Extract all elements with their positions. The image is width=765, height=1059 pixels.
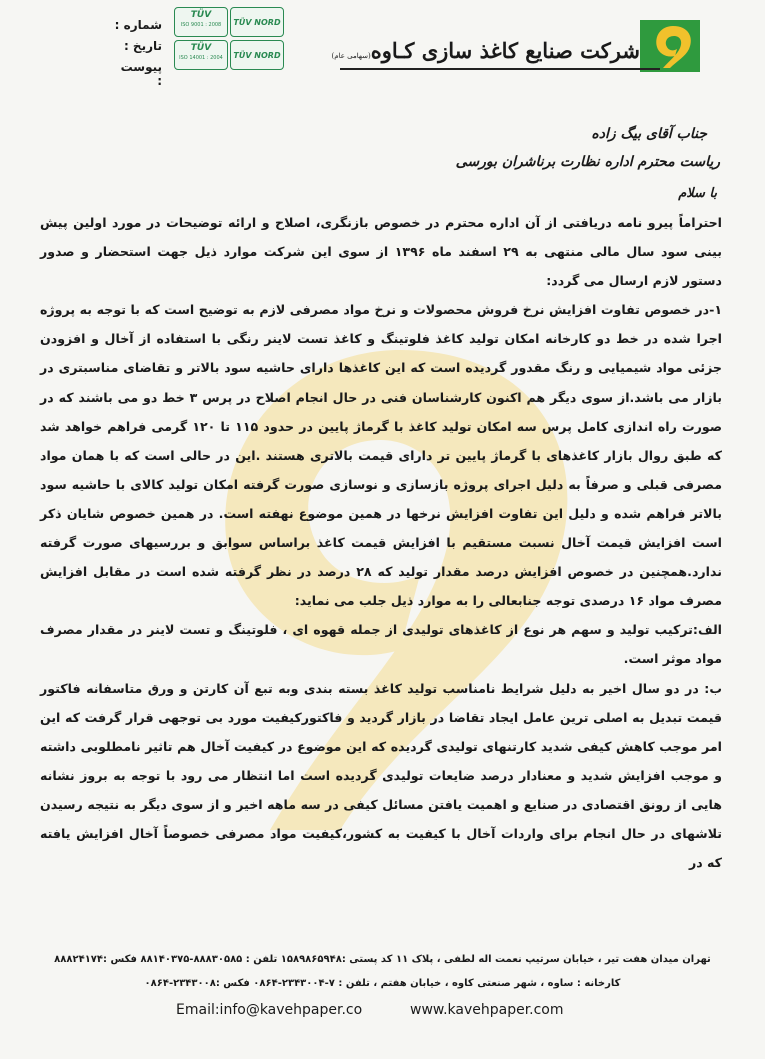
footer-factory: کارخانه : ساوه ، شهر صنعتی کاوه ، خیابان هفتم ، تلفن : ۷-۲۳۴۳۰۰۴-۰۸۶۴ فکس :۲۳۴۳۰۰۸-۰۸۶۴ — [144, 978, 621, 989]
greeting: با سلام — [678, 186, 717, 201]
cert-brand: TÜV — [190, 10, 212, 20]
cert-brand: TÜV — [190, 43, 212, 53]
body-paragraph: احتراماً پیرو نامه دریافتی از آن اداره محترم در خصوص بازنگری، اصلاح و ارائه توضیحات در مورد اولین پیش بینی سود سال مالی منتهی به ۲۹ اسفند ماه ۱۳۹۶ از سوی این شرکت موارد ذیل جهت استحضار و صدور دستور لازم ارسال می گردد: — [40, 215, 723, 289]
meta-number-label: شماره : — [114, 18, 162, 32]
addressee-title: ریاست محترم اداره نظارت برناشران بورسی — [455, 154, 720, 170]
meta-date-label: تاریخ : — [123, 39, 162, 53]
tuv-cert-badge — [174, 40, 228, 70]
addressee-name: جناب آقای بیگ زاده — [591, 126, 707, 142]
company-name — [328, 38, 640, 63]
meta-attachment-label: پیوست : — [120, 60, 162, 88]
cert-standard: ISO 9001 : 2008 — [180, 22, 222, 28]
letter-body — [40, 208, 722, 877]
company-name-text: شرکت صنایع کاغذ سازی کـاوه — [370, 38, 640, 63]
company-logo-icon — [640, 20, 700, 72]
body-paragraph: ب: در دو سال اخیر به دلیل شرایط نامناسب تولید کاغذ بسته بندی وبه تبع آن کارتن و ورق متاسفانه فاکتور قیمت تبدیل به اصلی ترین عامل ایجاد تقاضا در بازار گردید و فاکتورکیفیت مورد بی توجهی قرار گرفت که این امر موجب کاهش کیفی شدید کارتنهای تولیدی گردیده که این موضوع در کیفیت آخال هم تاثیر نامطلوبی داشته و موجب افزایش شدید و معنادار درصد ضایعات تولیدی گردیده است اما انتظار می رود با توجه به بروز نشانه هایی از رونق اقتصادی در صنایع و اهمیت یافتن مسائل کیفی در سه ماهه اخیر و از سوی دیگر به نتیجه رسیدن تلاشهای در حال انجام برای واردات آخال با کیفیت به کشور،کیفیت مواد مصرفی خصوصاً آخال افزایش یافته که در — [40, 680, 722, 871]
footer-address: تهران میدان هفت تیر ، خیابان سرتیپ نعمت اله لطفی ، پلاک ۱۱ کد پستی :۱۵۸۹۸۶۵۹۴۸ تلفن : ۸۸۸۳۰۵۸۵-۸۸۱۴۰۳۷۵ فکس :۸۸۸۲۴۱۷۴ — [54, 954, 711, 965]
cert-row-top — [174, 7, 284, 37]
tuv-nord-badge: TÜV NORD — [230, 40, 284, 70]
cert-row-bottom — [174, 40, 284, 70]
body-paragraph: ۱-در خصوص تفاوت افزایش نرخ فروش محصولات و نرخ مواد مصرفی لازم به توضیح است که با توجه به پروژه اجرا شده در خط دو کارخانه امکان تولید کاغذ فلوتینگ و کاغذ تست لاینر رنگی با استفاده از آخال و افزودن جزئی مواد شیمیایی و رنگ مقدور گردیده است که این کاغذها دارای حاشیه سود بالاتر و تقاضای مناسبتری در بازار می باشد.از سوی دیگر هم اکنون کارشناسان فنی در حال انجام اصلاح در پرس ۳ خط دو می باشند که در صورت راه اندازی کامل پرس سه امکان تولید کاغذ با گرماژ پایین در حدود ۱۱۵ تا ۱۲۰ گرمی فراهم خواهد شد که طبق روال بازار کاغذهای با گرماژ پایین تر دارای قیمت بالاتری هستند .این در حالی است که با همان مواد مصرفی قبلی و صرفاً به دلیل اجرای پروژه بازسازی و نوسازی صورت گرفته امکان تولید کالای با حاشیه سود بالاتر فراهم شده و دلیل این تفاوت افزایش نرخها در همین موضوع نهفته است. در همین خصوص شایان ذکر است افزایش قیمت آخال نسبت مستقیم با افزایش قیمت کاغذ براساس سوابق و بررسیهای صورت گرفته ندارد.همچنین در خصوص افزایش درصد مقدار تولید که ۲۸ درصد در نظر گرفته شده است در مقابل افزایش مصرف مواد ۱۶ درصدی توجه جنابعالی را به موارد ذیل جلب می نماید: — [40, 302, 722, 609]
cert-standard: ISO 14001 : 2004 — [179, 55, 223, 61]
body-paragraph: الف:ترکیب تولید و سهم هر نوع از کاغذهای تولیدی از جمله قهوه ای ، فلوتینگ و تست لاینر در مقدار مصرف مواد موثر است. — [40, 622, 722, 667]
company-suffix: (سهامی عام) — [331, 52, 371, 60]
footer-email[interactable]: Email:info@kavehpaper.co — [176, 1002, 363, 1018]
tuv-nord-badge: TÜV NORD — [230, 7, 284, 37]
tuv-cert-badge — [174, 7, 228, 37]
header-divider — [340, 68, 660, 70]
footer-website[interactable]: www.kavehpaper.com — [410, 1002, 564, 1018]
letter-meta — [112, 18, 162, 88]
